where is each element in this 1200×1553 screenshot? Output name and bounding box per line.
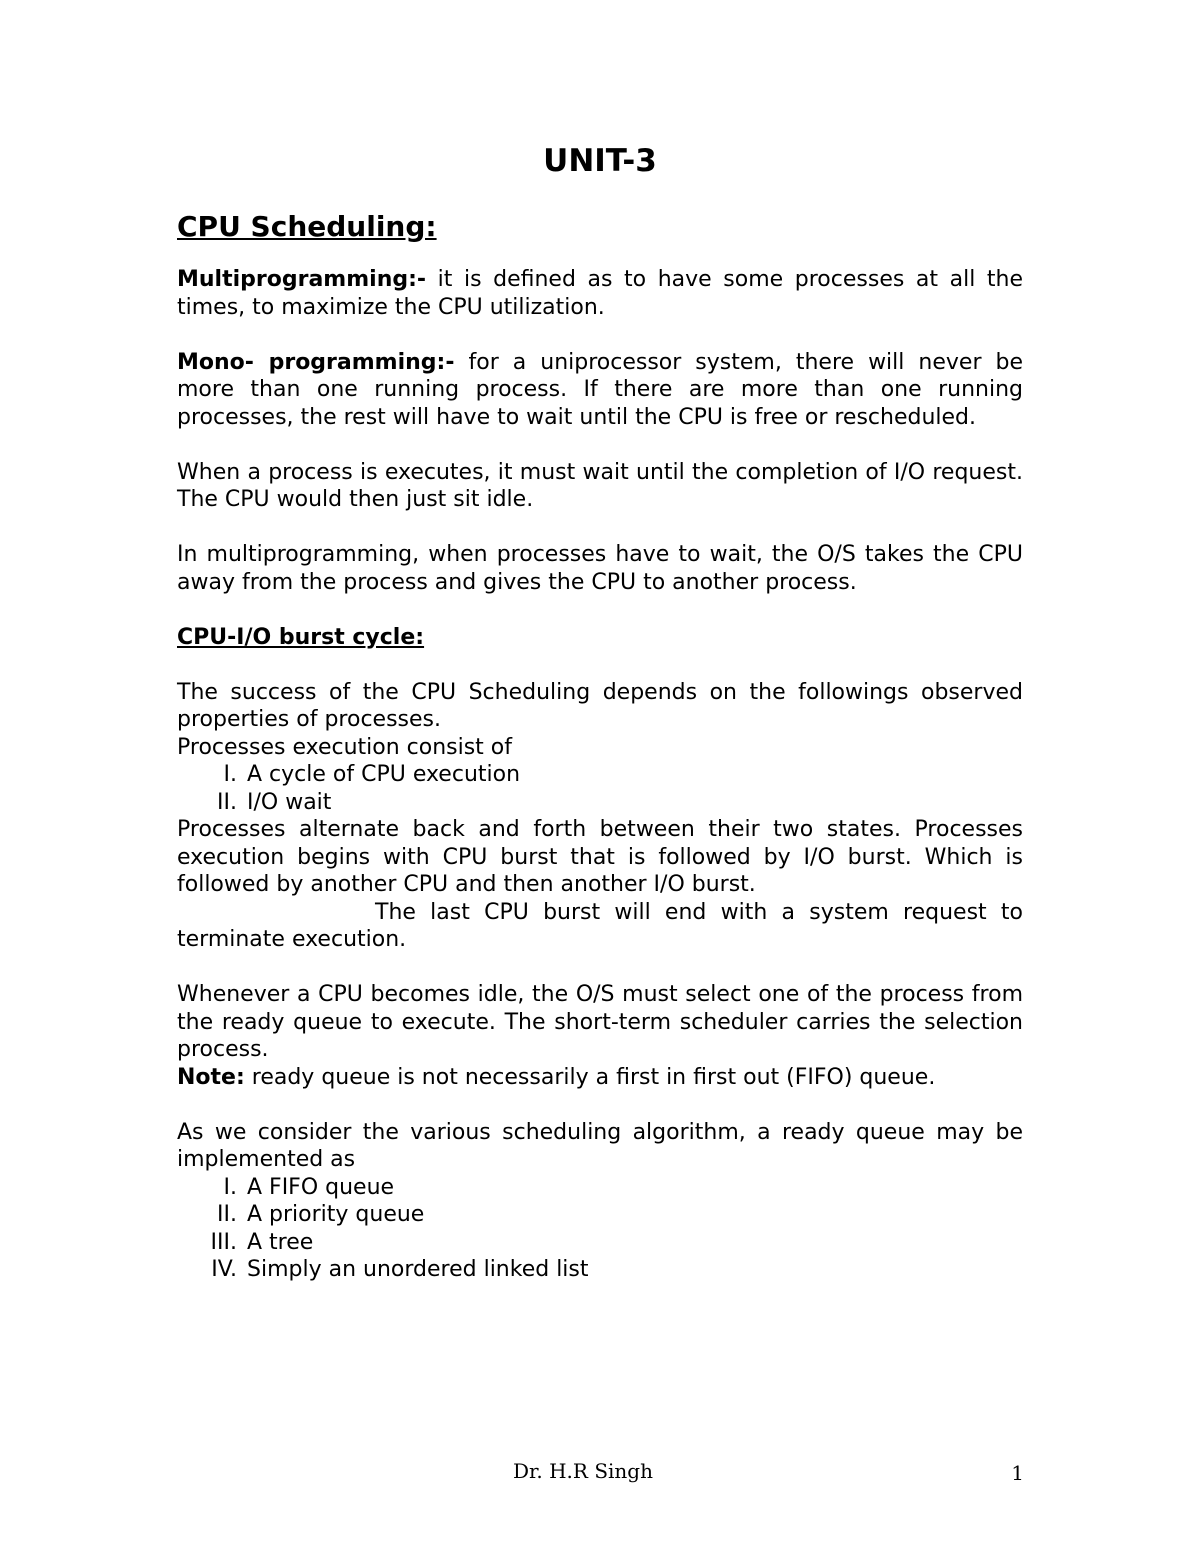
io-wait-paragraph: When a process is executes, it must wait until the completion of I/O request. The CPU would then just sit idle. (177, 459, 1023, 512)
execution-list (177, 761, 1023, 816)
monoprogramming-paragraph (177, 349, 1023, 432)
list-item (177, 789, 1023, 817)
page-content (177, 208, 1023, 1284)
list-item-number: II. (217, 1202, 237, 1227)
multiprogramming-definition: it is defined as to have some processes at all the times, to maximize the CPU utilization. (177, 267, 1023, 320)
unit-title: UNIT-3 (543, 143, 657, 179)
note-text: ready queue is not necessarily a first in first out (FIFO) queue. (244, 1064, 936, 1090)
list-item-text: A priority queue (247, 1202, 425, 1227)
burst-last-paragraph: The last CPU burst will end with a system request to terminate execution. (177, 899, 1023, 952)
burst-alternate-paragraph: Processes alternate back and forth between their two states. Processes execution begins with CPU burst that is followed by I/O burst. Which is followed by another CPU and then another I/O burst. (177, 817, 1023, 897)
list-item-text: A tree (247, 1229, 314, 1255)
list-item-number: IV. (211, 1257, 237, 1282)
multiprog-wait-paragraph: In multiprogramming, when processes have to wait, the O/S takes the CPU away from the process and gives the CPU to another process. (177, 542, 1023, 595)
scheduler-paragraph: Whenever a CPU becomes idle, the O/S must select one of the process from the ready queue to execute. The short-term scheduler carries the selection process. (177, 982, 1023, 1062)
list-item-number: I. (223, 1174, 237, 1200)
list-item (177, 1256, 1023, 1284)
section-title: CPU Scheduling: (177, 210, 437, 243)
list-item (177, 761, 1023, 789)
burst-cycle-consist: Processes execution consist of (177, 734, 513, 760)
list-item-number: I. (223, 762, 237, 787)
note-label: Note: (177, 1064, 245, 1090)
list-item-number: II. (217, 789, 237, 815)
burst-cycle-heading: CPU-I/O burst cycle: (177, 624, 425, 650)
monoprogramming-term: Mono- programming:- (177, 349, 455, 375)
list-item (177, 1174, 1023, 1202)
list-item-text: I/O wait (247, 789, 332, 815)
multiprogramming-paragraph (177, 266, 1023, 321)
list-item-number: III. (210, 1229, 237, 1255)
list-item-text: A FIFO queue (247, 1174, 395, 1200)
page-number: 1 (1011, 1461, 1024, 1485)
list-item-text: Simply an unordered linked list (247, 1257, 589, 1282)
ready-queue-intro: As we consider the various scheduling algorithm, a ready queue may be implemented as (177, 1119, 1023, 1172)
burst-cycle-intro: The success of the CPU Scheduling depends on the followings observed properties of processes. (177, 679, 1023, 732)
list-item (177, 1201, 1023, 1229)
monoprogramming-definition: for a uniprocessor system, there will never be more than one running process. If there are more than one running processes, the rest will have to wait until the CPU is free or rescheduled. (177, 349, 1023, 430)
multiprogramming-term: Multiprogramming:- (177, 267, 427, 292)
ready-queue-list (177, 1174, 1023, 1284)
list-item (177, 1229, 1023, 1257)
list-item-text: A cycle of CPU execution (247, 762, 521, 787)
note-paragraph (177, 1064, 1023, 1092)
footer-author: Dr. H.R Singh (513, 1459, 653, 1483)
